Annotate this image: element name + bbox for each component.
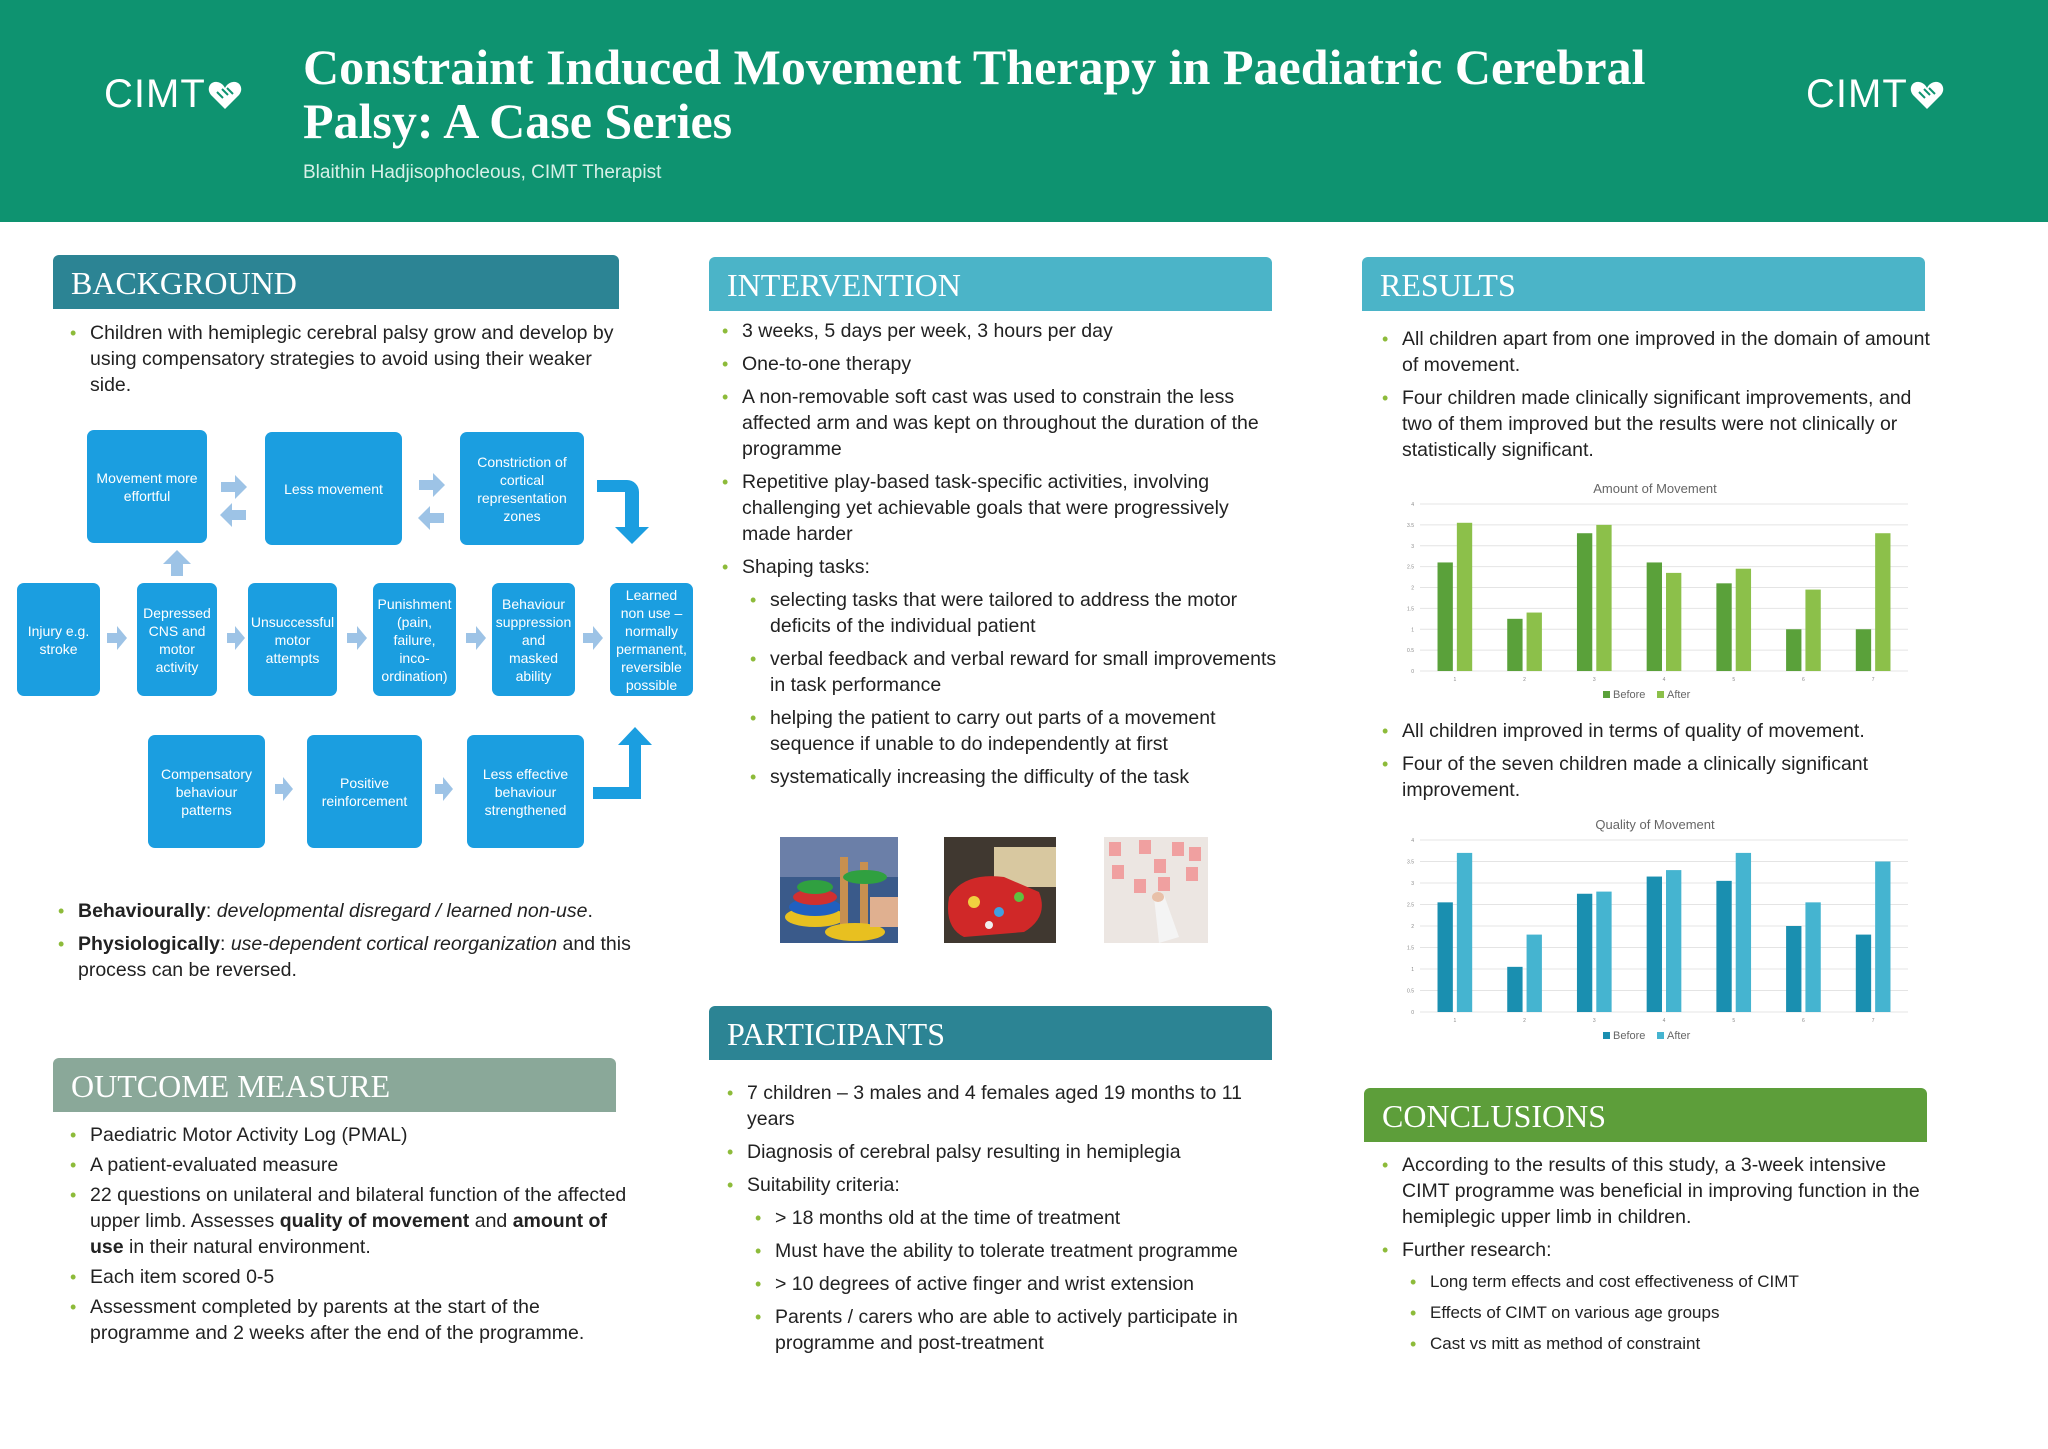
flow-suppression: Behaviour suppression and masked ability <box>492 583 575 696</box>
bent-arrow-up-icon <box>593 727 652 799</box>
intervention-s2: • verbal feedback and verbal reward for small improvements in task performance <box>750 646 1282 698</box>
y-tick-label: 0 <box>1411 669 1414 675</box>
bar-before-5 <box>1716 583 1731 671</box>
x-tick-label: 5 <box>1732 677 1736 683</box>
x-tick-label: 1 <box>1453 1018 1457 1024</box>
photo-card-task <box>1104 837 1208 943</box>
bar-before-4 <box>1647 562 1662 671</box>
arrow-left-icon <box>220 503 246 527</box>
bar-after-6 <box>1805 590 1820 671</box>
legend-label: After <box>1667 689 1691 701</box>
conclusions-s3: • Cast vs mitt as method of constraint <box>1410 1332 1937 1356</box>
x-tick-label: 2 <box>1523 677 1526 683</box>
flow-positive: Positive reinforcement <box>307 735 422 848</box>
title-line-2: Palsy: A Case Series <box>303 93 733 149</box>
results-b1: • All children apart from one improved in the domain of amount of movement. <box>1382 326 1937 378</box>
photo-soft-cast <box>944 837 1056 943</box>
y-tick-label: 1 <box>1411 627 1414 634</box>
participants-list <box>727 1080 1282 1363</box>
x-tick-label: 6 <box>1802 1018 1805 1024</box>
bar-after-5 <box>1736 853 1751 1012</box>
intervention-b1: • 3 weeks, 5 days per week, 3 hours per day <box>722 318 1282 344</box>
x-tick-label: 7 <box>1871 1018 1875 1024</box>
y-tick-label: 4 <box>1411 838 1414 844</box>
title-line-1: Constraint Induced Movement Therapy in Paediatric Cerebral <box>303 39 1646 95</box>
bar-before-2 <box>1507 967 1522 1012</box>
intervention-b2: • One-to-one therapy <box>722 351 1282 377</box>
participants-s1: • > 18 months old at the time of treatment <box>755 1205 1282 1231</box>
author: Blaithin Hadjisophocleous, CIMT Therapist <box>303 162 662 183</box>
x-tick-label: 4 <box>1662 677 1666 683</box>
y-tick-label: 0.5 <box>1407 648 1414 655</box>
flow-injury: Injury e.g. stroke <box>17 583 100 696</box>
bar-after-2 <box>1527 935 1542 1012</box>
conclusions-s1: • Long term effects and cost effectiveness of CIMT <box>1410 1270 1937 1294</box>
bar-after-4 <box>1666 573 1681 671</box>
y-tick-label: 2.5 <box>1407 902 1414 909</box>
arrow-right-icon <box>347 626 367 650</box>
arrow-right-icon <box>435 777 453 801</box>
x-tick-label: 4 <box>1662 1018 1666 1024</box>
bar-before-7 <box>1856 935 1871 1012</box>
intervention-b3: • A non-removable soft cast was used to constrain the less affected arm and was kept on throughout the duration of the programme <box>722 384 1282 462</box>
arrow-right-icon <box>221 475 247 499</box>
participants-s4: • Parents / carers who are able to actively participate in programme and post-treatment <box>755 1304 1282 1356</box>
bar-after-7 <box>1875 862 1890 1013</box>
bar-before-5 <box>1716 881 1731 1012</box>
bar-before-7 <box>1856 629 1871 671</box>
chart-svg <box>1390 814 1920 1054</box>
y-tick-label: 3.5 <box>1407 859 1414 866</box>
participants-b2: • Diagnosis of cerebral palsy resulting in hemiplegia <box>727 1139 1282 1165</box>
participants-b1: • 7 children – 3 males and 4 females aged 19 months to 11 years <box>727 1080 1282 1132</box>
legend-swatch <box>1657 1032 1664 1039</box>
legend-label: Before <box>1613 689 1646 701</box>
intervention-b4: • Repetitive play-based task-specific activities, involving challenging yet achievable goals that were progressively made harder <box>722 469 1282 547</box>
x-tick-label: 6 <box>1802 677 1805 683</box>
chart-title: Quality of Movement <box>1595 817 1715 832</box>
flow-learned-non-use: Learned non use – normally permanent, reversible possible <box>610 583 693 696</box>
conclusions-b2: • Further research: <box>1382 1237 1937 1263</box>
arrow-left-icon <box>418 506 444 530</box>
bar-after-7 <box>1875 533 1890 671</box>
bar-before-3 <box>1577 533 1592 671</box>
x-tick-label: 3 <box>1592 1018 1596 1024</box>
participants-heading: PARTICIPANTS <box>709 1006 1272 1060</box>
bar-after-5 <box>1736 569 1751 671</box>
chart-title: Amount of Movement <box>1593 481 1717 496</box>
legend-swatch <box>1657 691 1664 698</box>
flow-less-movement: Less movement <box>265 432 402 545</box>
x-tick-label: 5 <box>1732 1018 1736 1024</box>
flow-unsuccessful: Unsuccessful motor attempts <box>248 583 337 696</box>
bar-before-1 <box>1438 562 1453 671</box>
intervention-heading: INTERVENTION <box>709 257 1272 311</box>
x-tick-label: 2 <box>1523 1018 1526 1024</box>
bar-before-3 <box>1577 894 1592 1012</box>
legend-swatch <box>1603 691 1610 698</box>
arrow-right-icon <box>419 473 445 497</box>
arrow-right-icon <box>466 626 486 650</box>
arrow-right-icon <box>227 626 245 650</box>
bar-after-4 <box>1666 870 1681 1012</box>
outcome-heading: OUTCOME MEASURE <box>53 1058 616 1112</box>
bar-after-3 <box>1596 892 1611 1012</box>
background-heading: BACKGROUND <box>53 255 619 309</box>
arrow-right-icon <box>583 626 603 650</box>
y-tick-label: 2 <box>1411 924 1414 930</box>
arrow-right-icon <box>107 626 127 650</box>
physiological-point: • Physiologically: use-dependent cortical reorganization and this process can be reversed. <box>58 931 638 983</box>
legend-swatch <box>1603 1032 1610 1039</box>
intervention-s4: • systematically increasing the difficulty of the task <box>750 764 1282 790</box>
x-tick-label: 3 <box>1592 677 1596 683</box>
results-b3: • All children improved in terms of quality of movement. <box>1382 718 1937 744</box>
y-tick-label: 3.5 <box>1407 522 1414 529</box>
y-tick-label: 2.5 <box>1407 564 1414 571</box>
results-list-2 <box>1382 718 1937 810</box>
bar-before-6 <box>1786 926 1801 1012</box>
intervention-b5: • Shaping tasks: <box>722 554 1282 580</box>
photo-peg-toy <box>780 837 898 943</box>
y-tick-label: 3 <box>1411 881 1414 887</box>
results-list-1 <box>1382 326 1937 470</box>
participants-s3: • > 10 degrees of active finger and wrist extension <box>755 1271 1282 1297</box>
conclusions-list <box>1382 1152 1937 1363</box>
heart-icon <box>1910 80 1944 110</box>
participants-b3: • Suitability criteria: <box>727 1172 1282 1198</box>
bent-arrow-down-icon <box>597 480 649 544</box>
background-intro: • Children with hemiplegic cerebral palsy grow and develop by using compensatory strategies to avoid using their weaker side. <box>70 320 630 398</box>
logo-text: CIMT <box>104 72 206 116</box>
legend-label: Before <box>1613 1030 1646 1042</box>
chart-svg <box>1390 478 1920 713</box>
arrow-right-icon <box>275 777 293 801</box>
quality-of-movement-chart <box>1390 814 1920 1054</box>
background-points <box>58 898 638 990</box>
conclusions-s2: • Effects of CIMT on various age groups <box>1410 1301 1937 1325</box>
outcome-b1: • Paediatric Motor Activity Log (PMAL) <box>70 1122 630 1148</box>
outcome-b3: • 22 questions on unilateral and bilateral function of the affected upper limb. Assesses quality of movement and amount of use in their natural environment. <box>70 1182 630 1260</box>
logo-text: CIMT <box>1806 72 1908 116</box>
bar-before-2 <box>1507 619 1522 671</box>
cimt-logo-right <box>1806 72 1944 117</box>
results-b2: • Four children made clinically significant improvements, and two of them improved but the results were not clinically or statistically significant. <box>1382 385 1937 463</box>
intervention-list <box>722 318 1282 797</box>
flow-depressed-cns: Depressed CNS and motor activity <box>137 583 217 696</box>
conclusions-b1: • According to the results of this study, a 3-week intensive CIMT programme was beneficial in improving function in the hemiplegic upper limb in children. <box>1382 1152 1937 1230</box>
outcome-b2: • A patient-evaluated measure <box>70 1152 630 1178</box>
y-tick-label: 1 <box>1411 967 1414 973</box>
results-b4: • Four of the seven children made a clinically significant improvement. <box>1382 751 1937 803</box>
flow-less-effective: Less effective behaviour strengthened <box>467 735 584 848</box>
results-heading: RESULTS <box>1362 257 1925 311</box>
intervention-s1: • selecting tasks that were tailored to address the motor deficits of the individual patient <box>750 587 1282 639</box>
participants-s2: • Must have the ability to tolerate treatment programme <box>755 1238 1282 1264</box>
bar-before-4 <box>1647 877 1662 1012</box>
y-tick-label: 4 <box>1411 502 1414 508</box>
bar-after-1 <box>1457 853 1472 1012</box>
y-tick-label: 1.5 <box>1407 945 1414 952</box>
bar-after-1 <box>1457 523 1472 671</box>
flow-arrows <box>0 0 720 860</box>
bar-after-2 <box>1527 613 1542 671</box>
bar-before-1 <box>1438 902 1453 1012</box>
arrow-up-icon <box>163 550 191 576</box>
x-tick-label: 1 <box>1453 677 1457 683</box>
y-tick-label: 1.5 <box>1407 606 1414 613</box>
outcome-b4: • Each item scored 0-5 <box>70 1264 630 1290</box>
legend-label: After <box>1667 1030 1691 1042</box>
flow-compensatory: Compensatory behaviour patterns <box>148 735 265 848</box>
bar-after-3 <box>1596 525 1611 671</box>
bar-after-6 <box>1805 902 1820 1012</box>
flow-movement-effortful: Movement more effortful <box>87 430 207 543</box>
conclusions-heading: CONCLUSIONS <box>1364 1088 1927 1142</box>
y-tick-label: 2 <box>1411 585 1414 592</box>
flow-constriction: Constriction of cortical representation zones <box>460 432 584 545</box>
y-tick-label: 0.5 <box>1407 988 1414 995</box>
outcome-list <box>70 1122 630 1350</box>
outcome-b5: • Assessment completed by parents at the start of the programme and 2 weeks after the end of the programme. <box>70 1294 630 1346</box>
behavioural-point: • Behaviourally: developmental disregard / learned non-use. <box>58 898 638 924</box>
amount-of-movement-chart <box>1390 478 1920 713</box>
bar-before-6 <box>1786 629 1801 671</box>
y-tick-label: 0 <box>1411 1010 1414 1016</box>
x-tick-label: 7 <box>1871 677 1875 683</box>
y-tick-label: 3 <box>1411 543 1414 550</box>
flow-punishment: Punishment (pain, failure, inco-ordination) <box>373 583 456 696</box>
intervention-s3: • helping the patient to carry out parts of a movement sequence if unable to do independently at first <box>750 705 1282 757</box>
